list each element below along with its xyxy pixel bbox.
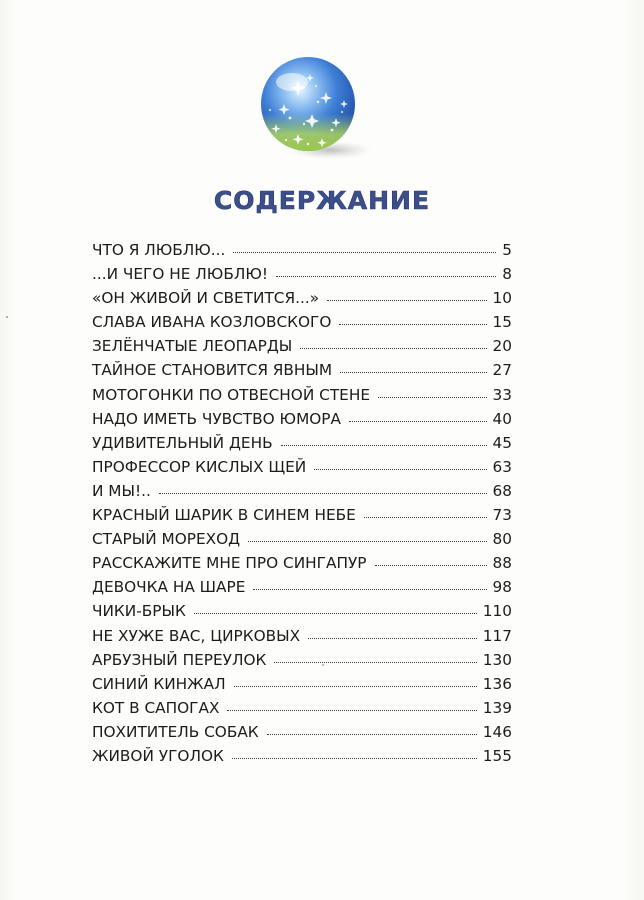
toc-entry-title: НЕ ХУЖЕ ВАС, ЦИРКОВЫХ bbox=[92, 626, 301, 645]
toc-entry-title: КРАСНЫЙ ШАРИК В СИНЕМ НЕБЕ bbox=[92, 506, 356, 525]
dot-leader bbox=[248, 540, 486, 542]
toc-entry-page: 117 bbox=[482, 626, 512, 645]
toc-entry-page: 8 bbox=[502, 265, 512, 284]
dot-leader bbox=[233, 251, 496, 253]
toc-entry bbox=[92, 578, 512, 602]
toc-entry-title: ЗЕЛЁНЧАТЫЕ ЛЕОПАРДЫ bbox=[92, 337, 293, 356]
toc-entry-page: 68 bbox=[492, 481, 512, 500]
dot-leader bbox=[281, 444, 487, 446]
dot-leader bbox=[232, 757, 477, 759]
toc-entry-title: КОТ В САПОГАХ bbox=[92, 698, 220, 717]
toc-entry-title: УДИВИТЕЛЬНЫЙ ДЕНЬ bbox=[92, 433, 273, 452]
toc-entry-page: 10 bbox=[492, 289, 512, 308]
toc-entry bbox=[92, 651, 512, 675]
toc-entry-page: 20 bbox=[492, 337, 512, 356]
toc-entry bbox=[92, 361, 512, 385]
toc-entry bbox=[92, 530, 512, 554]
dot-leader bbox=[339, 323, 486, 325]
toc-entry-page: 40 bbox=[492, 409, 512, 428]
dot-leader bbox=[308, 637, 477, 639]
toc-entry bbox=[92, 337, 512, 361]
toc-entry-page: 5 bbox=[502, 241, 512, 259]
toc-entry bbox=[92, 627, 512, 651]
toc-entry-title: «ОН ЖИВОЙ И СВЕТИТСЯ...» bbox=[92, 289, 320, 308]
paper-speck bbox=[6, 316, 8, 318]
toc-entry-page: 15 bbox=[492, 313, 512, 332]
toc-entry-title: МОТОГОНКИ ПО ОТВЕСНОЙ СТЕНЕ bbox=[92, 385, 370, 404]
toc-entry bbox=[92, 458, 512, 482]
paper-speck bbox=[322, 664, 324, 666]
toc-entry bbox=[92, 602, 512, 626]
toc-entry-page: 110 bbox=[482, 602, 512, 621]
toc-entry bbox=[92, 675, 512, 699]
toc-entry-page: 98 bbox=[492, 578, 512, 597]
toc-entry-page: 136 bbox=[482, 674, 512, 693]
toc-entry-title: ТАЙНОЕ СТАНОВИТСЯ ЯВНЫМ bbox=[92, 361, 333, 380]
dot-leader bbox=[340, 371, 486, 373]
toc-entry-title: РАССКАЖИТЕ МНЕ ПРО СИНГАПУР bbox=[92, 554, 367, 573]
toc-entry bbox=[92, 386, 512, 410]
toc-entry-title: СТАРЫЙ МОРЕХОД bbox=[92, 530, 241, 549]
toc-entry bbox=[92, 482, 512, 506]
dot-leader bbox=[159, 492, 487, 494]
toc-entry-title: ...И ЧЕГО НЕ ЛЮБЛЮ! bbox=[92, 265, 268, 284]
table-of-contents bbox=[92, 241, 512, 771]
toc-entry-page: 80 bbox=[492, 530, 512, 549]
toc-entry bbox=[92, 289, 512, 313]
toc-entry-title: ЧТО Я ЛЮБЛЮ... bbox=[92, 241, 226, 259]
dot-leader bbox=[327, 299, 486, 301]
dot-leader bbox=[274, 661, 476, 663]
toc-entry-page: 63 bbox=[492, 457, 512, 476]
toc-entry-title: СИНИЙ КИНЖАЛ bbox=[92, 674, 226, 693]
toc-entry-title: И МЫ!.. bbox=[92, 481, 151, 500]
toc-entry-title: ПОХИТИТЕЛЬ СОБАК bbox=[92, 722, 259, 741]
sparkling-ball-icon bbox=[246, 52, 386, 170]
dot-leader bbox=[234, 685, 477, 687]
toc-entry bbox=[92, 747, 512, 771]
toc-entry-page: 45 bbox=[492, 433, 512, 452]
toc-entry-page: 73 bbox=[492, 506, 512, 525]
toc-entry bbox=[92, 723, 512, 747]
page-title: СОДЕРЖАНИЕ bbox=[213, 186, 431, 215]
toc-entry bbox=[92, 434, 512, 458]
toc-entry-page: 155 bbox=[482, 746, 512, 765]
dot-leader bbox=[227, 709, 476, 711]
toc-entry bbox=[92, 410, 512, 434]
toc-entry bbox=[92, 506, 512, 530]
toc-entry-title: ДЕВОЧКА НА ШАРЕ bbox=[92, 578, 246, 597]
toc-entry bbox=[92, 241, 512, 265]
dot-leader bbox=[253, 588, 486, 590]
dot-leader bbox=[375, 564, 487, 566]
toc-entry-title: ЖИВОЙ УГОЛОК bbox=[92, 746, 224, 765]
toc-entry-page: 88 bbox=[492, 554, 512, 573]
dot-leader bbox=[364, 516, 487, 518]
dot-leader bbox=[267, 733, 477, 735]
toc-entry bbox=[92, 313, 512, 337]
toc-entry-title: ЧИКИ-БРЫК bbox=[92, 602, 186, 621]
toc-entry bbox=[92, 554, 512, 578]
dot-leader bbox=[300, 347, 486, 349]
dot-leader bbox=[349, 420, 487, 422]
dot-leader bbox=[314, 468, 486, 470]
toc-entry-page: 130 bbox=[482, 650, 512, 669]
dot-leader bbox=[378, 396, 487, 398]
toc-entry-page: 139 bbox=[482, 698, 512, 717]
toc-entry-page: 146 bbox=[482, 722, 512, 741]
toc-entry-page: 33 bbox=[492, 385, 512, 404]
toc-entry-title: НАДО ИМЕТЬ ЧУВСТВО ЮМОРА bbox=[92, 409, 341, 428]
dot-leader bbox=[276, 275, 496, 277]
toc-entry bbox=[92, 265, 512, 289]
toc-entry-title: ПРОФЕССОР КИСЛЫХ ЩЕЙ bbox=[92, 457, 307, 476]
toc-entry-title: СЛАВА ИВАНА КОЗЛОВСКОГО bbox=[92, 313, 332, 332]
dot-leader bbox=[194, 612, 477, 614]
toc-entry-page: 27 bbox=[492, 361, 512, 380]
toc-entry-title: АРБУЗНЫЙ ПЕРЕУЛОК bbox=[92, 650, 267, 669]
toc-entry bbox=[92, 699, 512, 723]
